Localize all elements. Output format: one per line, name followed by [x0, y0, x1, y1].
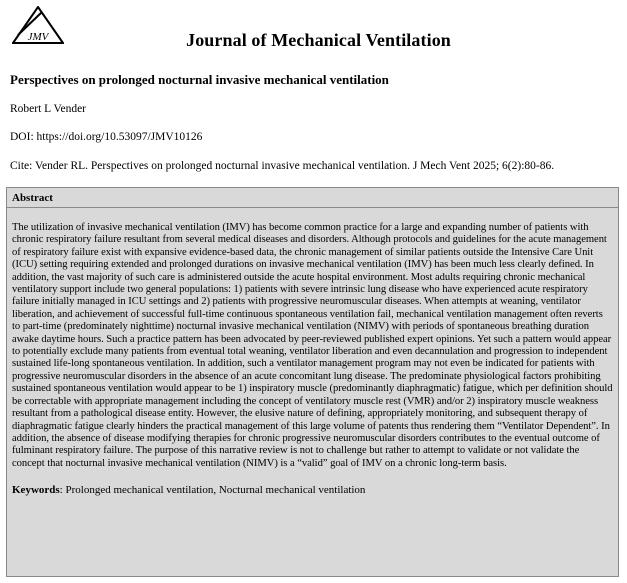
journal-title: Journal of Mechanical Ventilation — [186, 30, 451, 50]
abstract-text: The utilization of invasive mechanical ventilation (IMV) has become common practice for a large and expanding number of patients with chronic respiratory failure resultant from several medical diseases and disorders. Although protocols and guidelines for the acute management of respiratory failure exist with expansive evidence-based data, the chronic management of similar patients outside the Intensive Care Unit (ICU) setting requiring extended and prolonged durations on invasive mechanical ventilation (IMV) has been much less clearly defined. In addition, the vast majority of such care is administered outside the acute hospital environment. Most adults requiring chronic mechanical ventilatory support include two general populations: 1) patients with severe intrinsic lung disease who have experienced acute respiratory failure initially managed in ICU settings and 2) patients with progressive neuromuscular diseases. When attempts at weaning, ventilator liberation, and achievement of successful full-time continuous spontaneous ventilation fail, mechanical ventilation management often reverts to part-time (predominately nighttime) nocturnal invasive mechanical ventilation (NIMV) with periods of spontaneous breathing duration awake daytime hours. Such a practice pattern has been advocated by peer-reviewed published expert opinions. Yet such a pattern would appear to potentially exclude many patients from eventual total weaning, ventilator liberation and even decannulation and progression to independent sustained life-long spontaneous ventilation. In addition, such a ventilator management program may not even be indicated for patients with progressive neuromuscular disorders in the absence of an acute concomitant lung disease. The predominate physiological factors prohibiting sustained spontaneous ventilation would appear to be 1) inspiratory muscle (predominantly diaphragmatic) fatigue, which per definition should be correctable with appropriate management including the concept of ventilatory muscle rest (VMR) and/or 2) inspiratory muscle weakness resultant from a pathological disease entity. However, the elusive nature of defining, appropriately monitoring, and subsequent therapy of diaphragmatic fatigue clearly hinders the practical management of this large volume of patents thus rendering them “Ventilator Dependent”. In addition, the absence of disease modifying therapies for chronic progressive neuromuscular disorders contributes to the eventual outcome of fulminant respiratory failure. The purpose of this narrative review is not to challenge but rather to attempt to validate or not validate the concept that nocturnal invasive mechanical ventilation (NIMV) is a “valid” goal of IMV on a chronic long-term basis. — [12, 222, 613, 469]
author-name: Robert L Vender — [10, 103, 87, 115]
keywords-label: Keywords — [12, 484, 60, 497]
doi-line[interactable]: DOI: https://doi.org/10.53097/JMV10126 — [10, 131, 203, 143]
keywords-line — [12, 484, 613, 496]
abstract-divider — [7, 207, 618, 208]
citation-line: Cite: Vender RL. Perspectives on prolonged nocturnal invasive mechanical ventilation. J Mech Vent 2025; 6(2):80-86. — [10, 160, 555, 172]
abstract-heading: Abstract — [12, 192, 53, 204]
article-title: Perspectives on prolonged nocturnal invasive mechanical ventilation — [10, 72, 389, 87]
abstract-box — [6, 187, 619, 577]
logo-text: JMV — [27, 31, 49, 43]
keywords-value: : Prolonged mechanical ventilation, Nocturnal mechanical ventilation — [59, 484, 366, 497]
